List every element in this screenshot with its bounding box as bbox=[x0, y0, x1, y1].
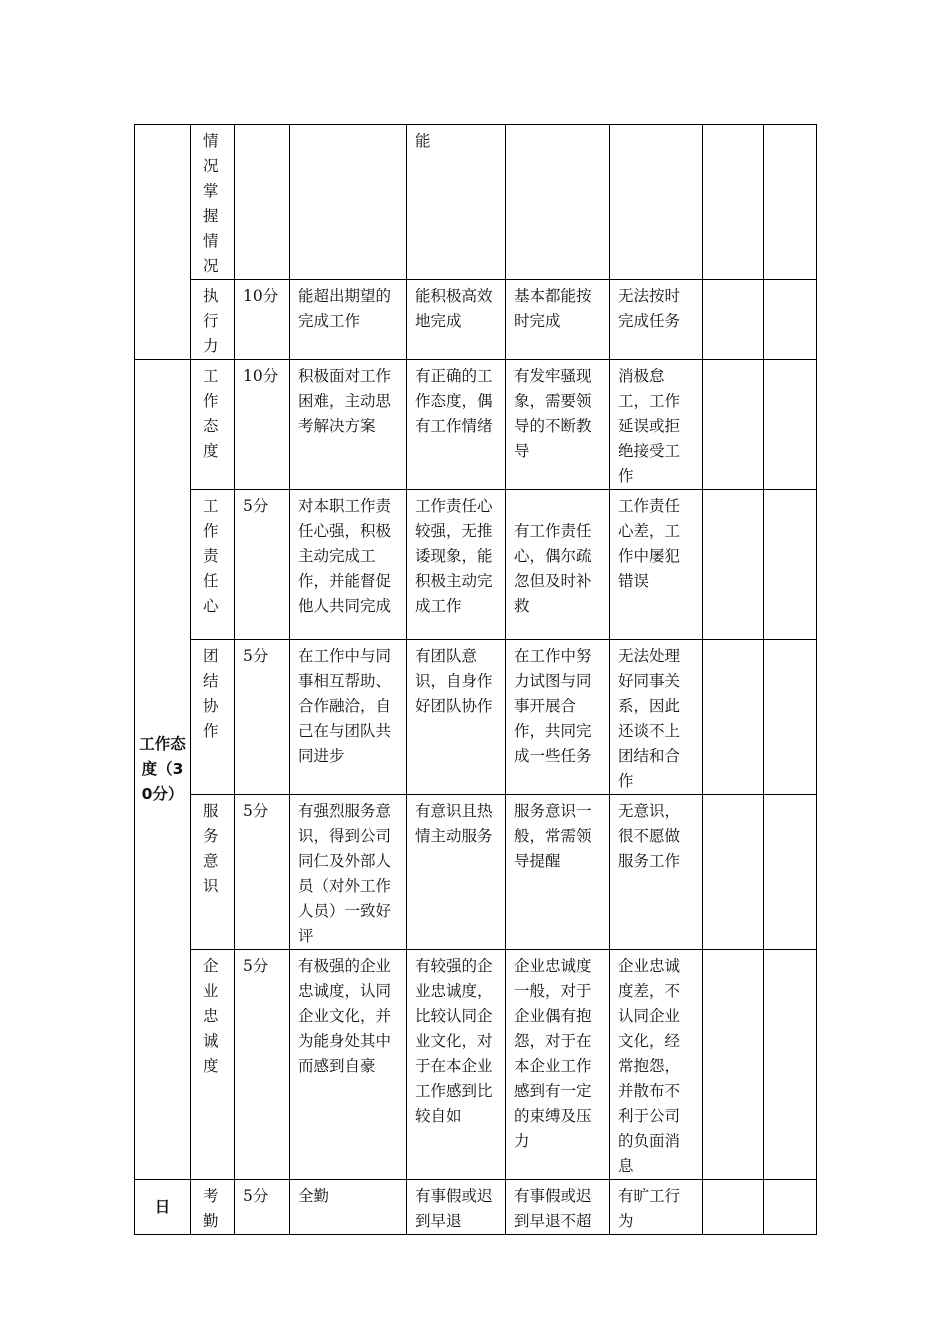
table-row bbox=[135, 795, 817, 950]
table-row bbox=[135, 950, 817, 1180]
criteria-excellent-cell: 有极强的企业忠诚度，认同企业文化，并为能身处其中而感到自豪 bbox=[290, 950, 407, 1180]
criteria-poor-cell: 无法按时完成任务 bbox=[610, 280, 703, 360]
table-row bbox=[135, 1180, 817, 1235]
rating-cell[interactable] bbox=[764, 280, 817, 360]
criteria-fair-cell: 企业忠诚度一般，对于企业偶有抱怨，对于在本企业工作感到有一定的束缚及压力 bbox=[506, 950, 610, 1180]
table-row bbox=[135, 640, 817, 795]
self-score-cell[interactable] bbox=[703, 125, 764, 280]
table-row bbox=[135, 490, 817, 640]
self-score-cell[interactable] bbox=[703, 360, 764, 490]
table-row bbox=[135, 360, 817, 490]
criteria-good-cell: 有较强的企业忠诚度，比较认同企业文化，对于在本企业工作感到比较自如 bbox=[407, 950, 506, 1180]
criteria-poor-cell: 有旷工行为 bbox=[610, 1180, 703, 1235]
rating-cell[interactable] bbox=[764, 360, 817, 490]
self-score-cell[interactable] bbox=[703, 640, 764, 795]
table-row bbox=[135, 125, 817, 280]
score-cell: 5分 bbox=[235, 950, 290, 1180]
criteria-excellent-cell bbox=[290, 125, 407, 280]
score-cell: 10分 bbox=[235, 280, 290, 360]
item-cell: 执行力 bbox=[191, 280, 235, 360]
criteria-excellent-cell: 有强烈服务意识，得到公司同仁及外部人员（对外工作人员）一致好评 bbox=[290, 795, 407, 950]
criteria-poor-cell: 工作责任心差，工作中屡犯错误 bbox=[610, 490, 703, 640]
criteria-poor-cell: 企业忠诚度差，不认同企业文化，经常抱怨，并散布不利于公司的负面消息 bbox=[610, 950, 703, 1180]
item-cell: 企业忠诚度 bbox=[191, 950, 235, 1180]
evaluation-table bbox=[134, 124, 817, 1235]
rating-cell[interactable] bbox=[764, 950, 817, 1180]
criteria-fair-cell: 有事假或迟到早退不超 bbox=[506, 1180, 610, 1235]
criteria-good-cell: 工作责任心较强，无推诿现象，能积极主动完成工作 bbox=[407, 490, 506, 640]
rating-cell[interactable] bbox=[764, 125, 817, 280]
criteria-good-cell: 有意识且热情主动服务 bbox=[407, 795, 506, 950]
rating-cell[interactable] bbox=[764, 490, 817, 640]
item-cell: 工作态度 bbox=[191, 360, 235, 490]
score-cell: 5分 bbox=[235, 490, 290, 640]
criteria-fair-cell: 有工作责任心，偶尔疏忽但及时补救 bbox=[506, 490, 610, 640]
criteria-good-cell: 有正确的工作态度，偶有工作情绪 bbox=[407, 360, 506, 490]
criteria-poor-cell bbox=[610, 125, 703, 280]
score-cell: 10分 bbox=[235, 360, 290, 490]
score-cell: 5分 bbox=[235, 640, 290, 795]
score-cell: 5分 bbox=[235, 795, 290, 950]
item-cell: 考勤 bbox=[191, 1180, 235, 1235]
rating-cell[interactable] bbox=[764, 640, 817, 795]
table-row bbox=[135, 280, 817, 360]
criteria-good-cell: 有事假或迟到早退 bbox=[407, 1180, 506, 1235]
criteria-good-cell: 能 bbox=[407, 125, 506, 280]
criteria-fair-cell: 在工作中努力试图与同事开展合作，共同完成一些任务 bbox=[506, 640, 610, 795]
item-cell: 工作责任心 bbox=[191, 490, 235, 640]
rating-cell[interactable] bbox=[764, 795, 817, 950]
rating-cell[interactable] bbox=[764, 1180, 817, 1235]
criteria-excellent-cell: 积极面对工作困难，主动思考解决方案 bbox=[290, 360, 407, 490]
self-score-cell[interactable] bbox=[703, 490, 764, 640]
criteria-fair-cell bbox=[506, 125, 610, 280]
criteria-excellent-cell: 全勤 bbox=[290, 1180, 407, 1235]
item-cell: 团结协作 bbox=[191, 640, 235, 795]
self-score-cell[interactable] bbox=[703, 950, 764, 1180]
self-score-cell[interactable] bbox=[703, 1180, 764, 1235]
category-cell-attitude: 工作态度（30分） bbox=[135, 360, 191, 1180]
self-score-cell[interactable] bbox=[703, 280, 764, 360]
self-score-cell[interactable] bbox=[703, 795, 764, 950]
criteria-fair-cell: 有发牢骚现象，需要领导的不断教导 bbox=[506, 360, 610, 490]
criteria-poor-cell: 无意识，很不愿做服务工作 bbox=[610, 795, 703, 950]
item-cell: 服务意识 bbox=[191, 795, 235, 950]
criteria-poor-cell: 无法处理好同事关系，因此还谈不上团结和合作 bbox=[610, 640, 703, 795]
criteria-excellent-cell: 对本职工作责任心强，积极主动完成工作，并能督促他人共同完成 bbox=[290, 490, 407, 640]
score-cell bbox=[235, 125, 290, 280]
criteria-excellent-cell: 能超出期望的完成工作 bbox=[290, 280, 407, 360]
criteria-good-cell: 有团队意识，自身作好团队协作 bbox=[407, 640, 506, 795]
category-cell-empty bbox=[135, 125, 191, 360]
item-cell: 情况掌握情况 bbox=[191, 125, 235, 280]
criteria-fair-cell: 服务意识一般，常需领导提醒 bbox=[506, 795, 610, 950]
criteria-fair-cell: 基本都能按时完成 bbox=[506, 280, 610, 360]
score-cell: 5分 bbox=[235, 1180, 290, 1235]
criteria-poor-cell: 消极怠工，工作延误或拒绝接受工作 bbox=[610, 360, 703, 490]
criteria-good-cell: 能积极高效地完成 bbox=[407, 280, 506, 360]
category-cell-daily: 日 bbox=[135, 1180, 191, 1235]
criteria-excellent-cell: 在工作中与同事相互帮助、合作融洽，自己在与团队共同进步 bbox=[290, 640, 407, 795]
